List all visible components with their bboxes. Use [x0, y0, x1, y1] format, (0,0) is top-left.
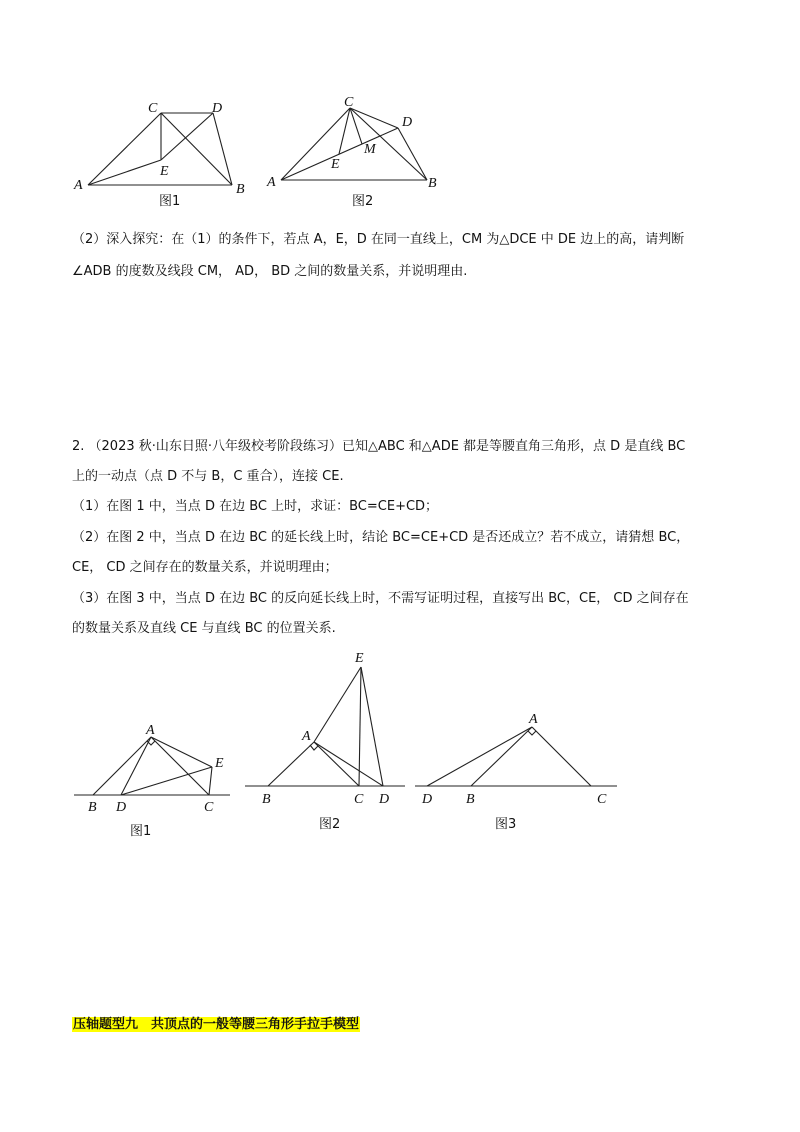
section-heading [72, 1013, 360, 1032]
q2-fig2-label-b: B [262, 792, 271, 807]
q2-fig1-segment-ab [93, 737, 151, 795]
top-fig1-segment-ed [161, 113, 213, 160]
top-fig1-label-a: A [74, 178, 83, 193]
q2-intro-line1: 2. （2023 秋·山东日照·八年级校考阶段练习）已知△ABC 和△ADE 都是等腰直角三角形，点 D 是直线 BC [72, 439, 686, 454]
q2-part1: （1）在图 1 中，当点 D 在边 BC 上时，求证：BC=CE+CD； [72, 499, 439, 514]
q2-part2-line2: CE， CD 之间存在的数量关系，并说明理由； [72, 560, 338, 575]
q2-fig2-label-d: D [379, 792, 390, 807]
top-fig2-segment-ce [339, 108, 350, 154]
top-fig1-segment-db [213, 113, 232, 185]
q2-fig2-segment-ec [359, 667, 361, 786]
q2-fig3-segment-ac [532, 727, 591, 786]
q2-fig2-lines [245, 667, 405, 786]
q1-part2-line2: ∠ADB 的度数及线段 CM， AD， BD 之间的数量关系，并说明理由. [72, 264, 468, 279]
q2-intro-line2: 上的一动点（点 D 不与 B，C 重合），连接 CE. [72, 469, 344, 484]
q2-fig1-segment-ae [151, 737, 212, 767]
q2-fig2-label-c: C [354, 792, 364, 807]
top-fig1-label-c: C [148, 101, 158, 116]
q2-fig2-segment-ed [361, 667, 383, 786]
q2-fig1-segment-de [121, 767, 212, 795]
top-fig1-segment-ae [88, 160, 161, 185]
top-fig1-segment-cb [161, 113, 232, 185]
q2-fig1-segment-ad [121, 737, 151, 795]
section-title: 压轴题型九 共顶点的一般等腰三角形手拉手模型 [73, 1017, 360, 1032]
q2-fig1-label-e: E [215, 756, 224, 771]
q2-fig3-label-c: C [597, 792, 607, 807]
q2-part3-line1: （3）在图 3 中，当点 D 在边 BC 的反向延长线上时，不需写证明过程，直接写出 BC，CE， CD 之间存在 [72, 591, 689, 606]
q2-fig3-label-d: D [422, 792, 433, 807]
top-fig2-label-c: C [344, 95, 354, 110]
q2-fig1-label-b: B [88, 800, 97, 815]
q2-part3-line2: 的数量关系及直线 CE 与直线 BC 的位置关系. [72, 621, 336, 636]
q2-fig2-label-a: A [302, 729, 311, 744]
top-fig1-label-d: D [212, 101, 223, 116]
top-fig2-segment-cd [350, 108, 398, 128]
top-fig2-label-a: A [267, 175, 276, 190]
top-fig1-label-b: B [236, 182, 245, 197]
top-fig1-caption: 图1 [159, 194, 181, 209]
q2-fig3-lines [415, 727, 617, 786]
top-fig2-label-e: E [331, 157, 340, 172]
q2-fig2-segment-ac [314, 742, 359, 786]
top-fig1-label-e: E [160, 164, 169, 179]
top-fig2-label-m: M [364, 142, 376, 157]
top-fig2-label-b: B [428, 176, 437, 191]
q2-fig1-caption: 图1 [130, 824, 152, 839]
q2-fig1-lines [74, 737, 230, 795]
top-fig2-caption: 图2 [352, 194, 374, 209]
q2-fig1-label-c: C [204, 800, 214, 815]
q2-fig2-right-angle-mark [310, 745, 318, 750]
q2-fig3-right-angle-mark [528, 731, 536, 735]
top-fig2-segment-ac [281, 108, 350, 180]
q2-fig2-caption: 图2 [319, 817, 341, 832]
q2-fig1-label-d: D [116, 800, 127, 815]
q2-fig2-segment-ae [314, 667, 361, 742]
q2-fig3-label-a: A [529, 712, 538, 727]
q2-fig3-label-b: B [466, 792, 475, 807]
q2-fig1-label-a: A [146, 723, 155, 738]
top-fig2-segment-db [398, 128, 427, 180]
top-fig2-label-d: D [402, 115, 413, 130]
q2-fig3-caption: 图3 [495, 817, 517, 832]
q2-fig2-segment-ab [268, 742, 314, 786]
q2-fig1-segment-ac [151, 737, 209, 795]
q2-part2-line1: （2）在图 2 中，当点 D 在边 BC 的延长线上时，结论 BC=CE+CD 是否还成立？若不成立，请猜想 BC， [72, 530, 690, 545]
q1-part2-line1: （2）深入探究：在（1）的条件下，若点 A，E，D 在同一直线上，CM 为△DCE 中 DE 边上的高，请判断 [72, 232, 685, 247]
q2-fig2-segment-ad [314, 742, 383, 786]
q2-fig2-label-e: E [355, 651, 364, 666]
top-fig1-segment-ac [88, 113, 161, 185]
q2-fig1-segment-ce [209, 767, 212, 795]
